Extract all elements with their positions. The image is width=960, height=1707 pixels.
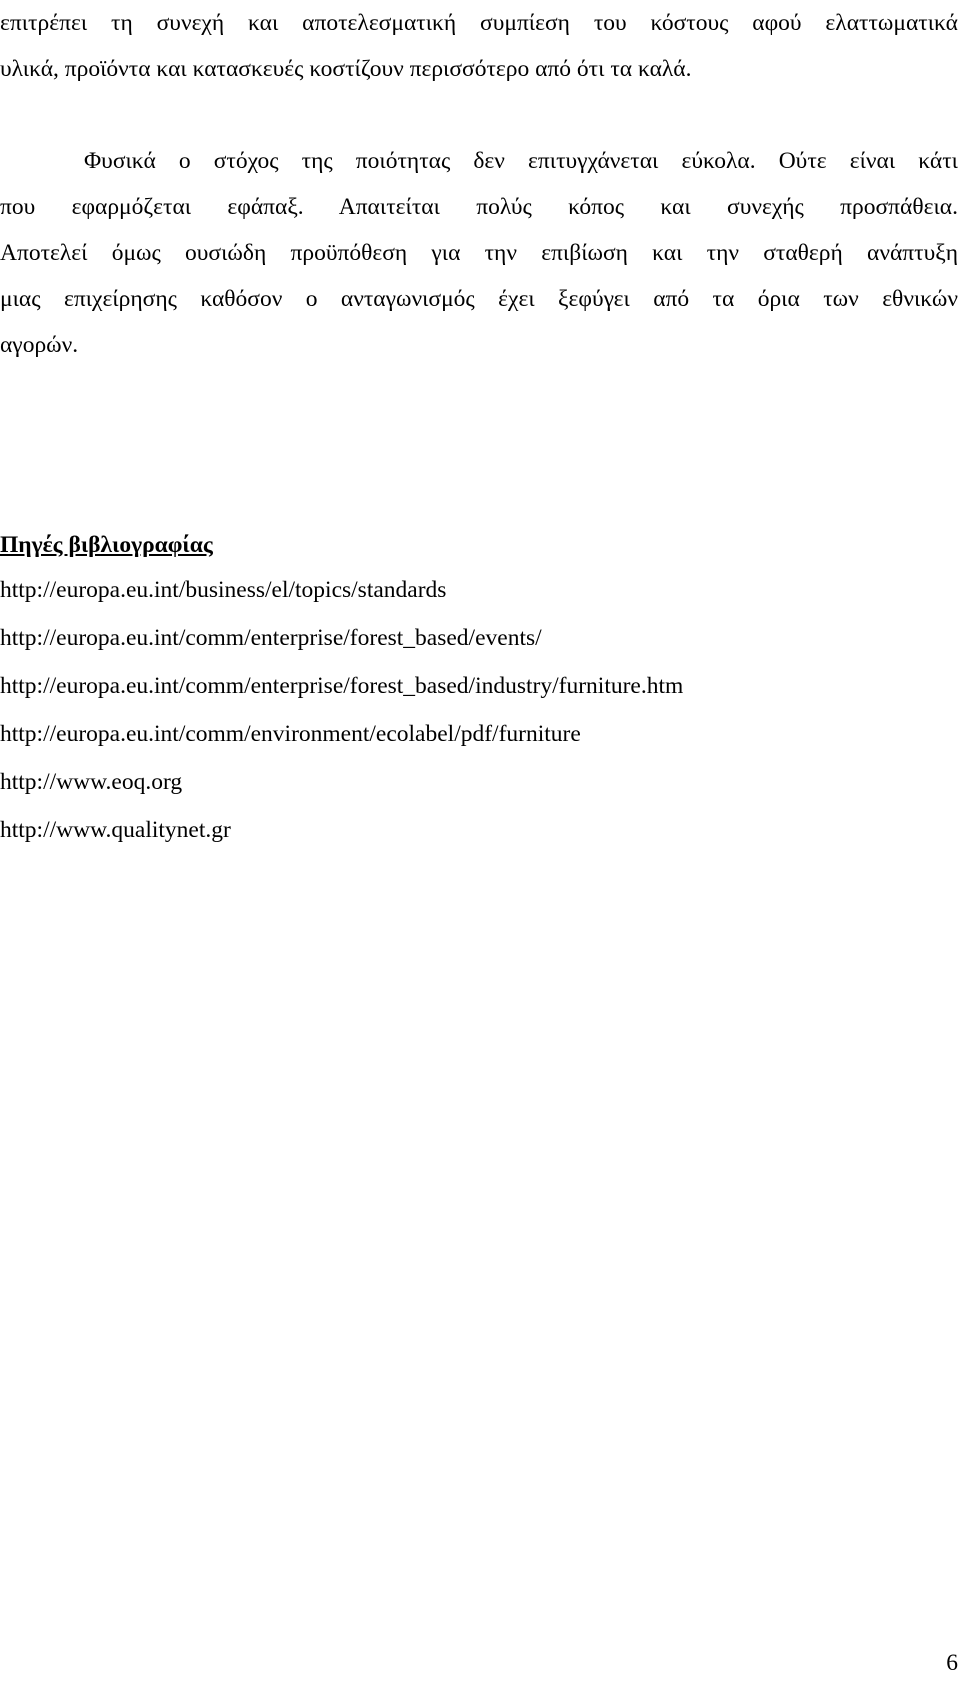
bibliography-heading: Πηγές βιβλιογραφίας [0,532,213,558]
paragraph-cost-reduction [0,0,958,92]
bibliography-reference[interactable]: http://europa.eu.int/comm/enterprise/forest_based/events/ [0,625,542,651]
paragraph-line: υλικά, προϊόντα και κατασκευές κοστίζουν περισσότερο από ότι τα καλά. [0,56,692,82]
paragraph-quality-goal [0,138,958,368]
paragraph-line: Αποτελεί όμως ουσιώδη προϋπόθεση για την επιβίωση και την σταθερή ανάπτυξη [0,240,958,266]
paragraph-line: αγορών. [0,332,79,358]
bibliography-reference[interactable]: http://europa.eu.int/business/el/topics/standards [0,577,447,603]
bibliography-reference[interactable]: http://europa.eu.int/comm/environment/ecolabel/pdf/furniture [0,721,581,747]
page-number: 6 [946,1650,958,1676]
bibliography-reference[interactable]: http://www.eoq.org [0,769,183,795]
paragraph-line: Φυσικά ο στόχος της ποιότητας δεν επιτυγχάνεται εύκολα. Ούτε είναι κάτι [84,148,958,174]
bibliography-list [0,566,683,854]
paragraph-line: που εφαρμόζεται εφάπαξ. Απαιτείται πολύς κόπος και συνεχής προσπάθεια. [0,194,958,220]
bibliography-reference[interactable]: http://www.qualitynet.gr [0,817,231,843]
paragraph-line: μιας επιχείρησης καθόσον ο ανταγωνισμός έχει ξεφύγει από τα όρια των εθνικών [0,286,958,312]
bibliography-reference[interactable]: http://europa.eu.int/comm/enterprise/forest_based/industry/furniture.htm [0,673,684,699]
paragraph-line: επιτρέπει τη συνεχή και αποτελεσματική συμπίεση του κόστους αφού ελαττωματικά [0,10,958,36]
